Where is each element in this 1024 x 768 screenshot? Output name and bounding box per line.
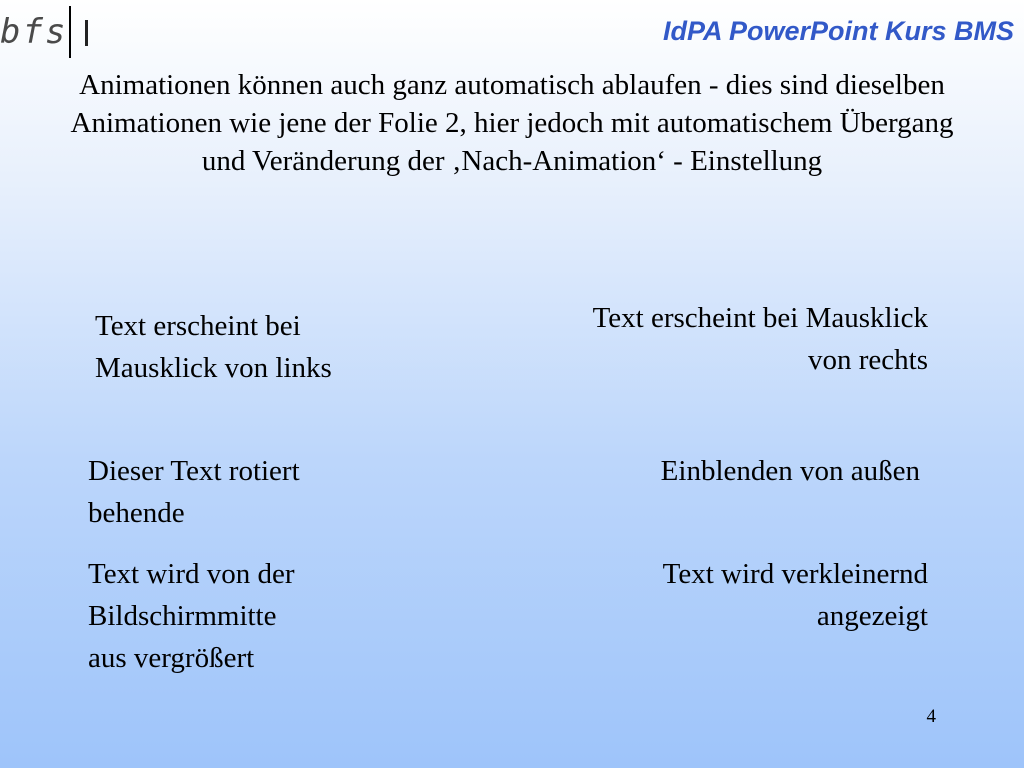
text-line: Dieser Text rotiert <box>88 455 300 487</box>
text-line: aus vergrößert <box>88 642 255 674</box>
text-line: Mausklick von links <box>95 352 332 384</box>
text-block-right-middle <box>500 450 920 492</box>
logo-divider <box>69 6 71 58</box>
text-block-right-bottom <box>508 553 928 637</box>
text-block-left-middle <box>88 450 388 534</box>
text-block-left-bottom <box>88 553 388 679</box>
text-block-right-top <box>508 297 928 381</box>
text-line: von rechts <box>808 344 928 376</box>
text-line: Bildschirmmitte <box>88 600 277 632</box>
slide-header-title: IdPA PowerPoint Kurs BMS <box>662 16 1014 46</box>
text-line: behende <box>88 497 185 529</box>
intro-text: Animationen können auch ganz automatisch ablaufen - dies sind dieselben Animationen wie jene der Folie 2, hier jedoch mit automatischem Übergang und Veränderung der ‚Nach-Animation‘ - Einstellung <box>70 69 954 177</box>
text-line: Text erscheint bei <box>95 310 301 342</box>
bfs-logo <box>0 6 88 58</box>
text-block-left-top <box>95 305 415 389</box>
logo-bar <box>85 20 88 46</box>
text-line: angezeigt <box>816 600 928 632</box>
logo-text: bfs <box>0 12 68 52</box>
page-number: 4 <box>926 706 936 727</box>
text-line: Text wird verkleinernd <box>662 558 928 590</box>
text-line: Text wird von der <box>88 558 295 590</box>
text-line: Text erscheint bei Mausklick <box>592 302 928 334</box>
text-line: Einblenden von außen <box>660 455 920 487</box>
